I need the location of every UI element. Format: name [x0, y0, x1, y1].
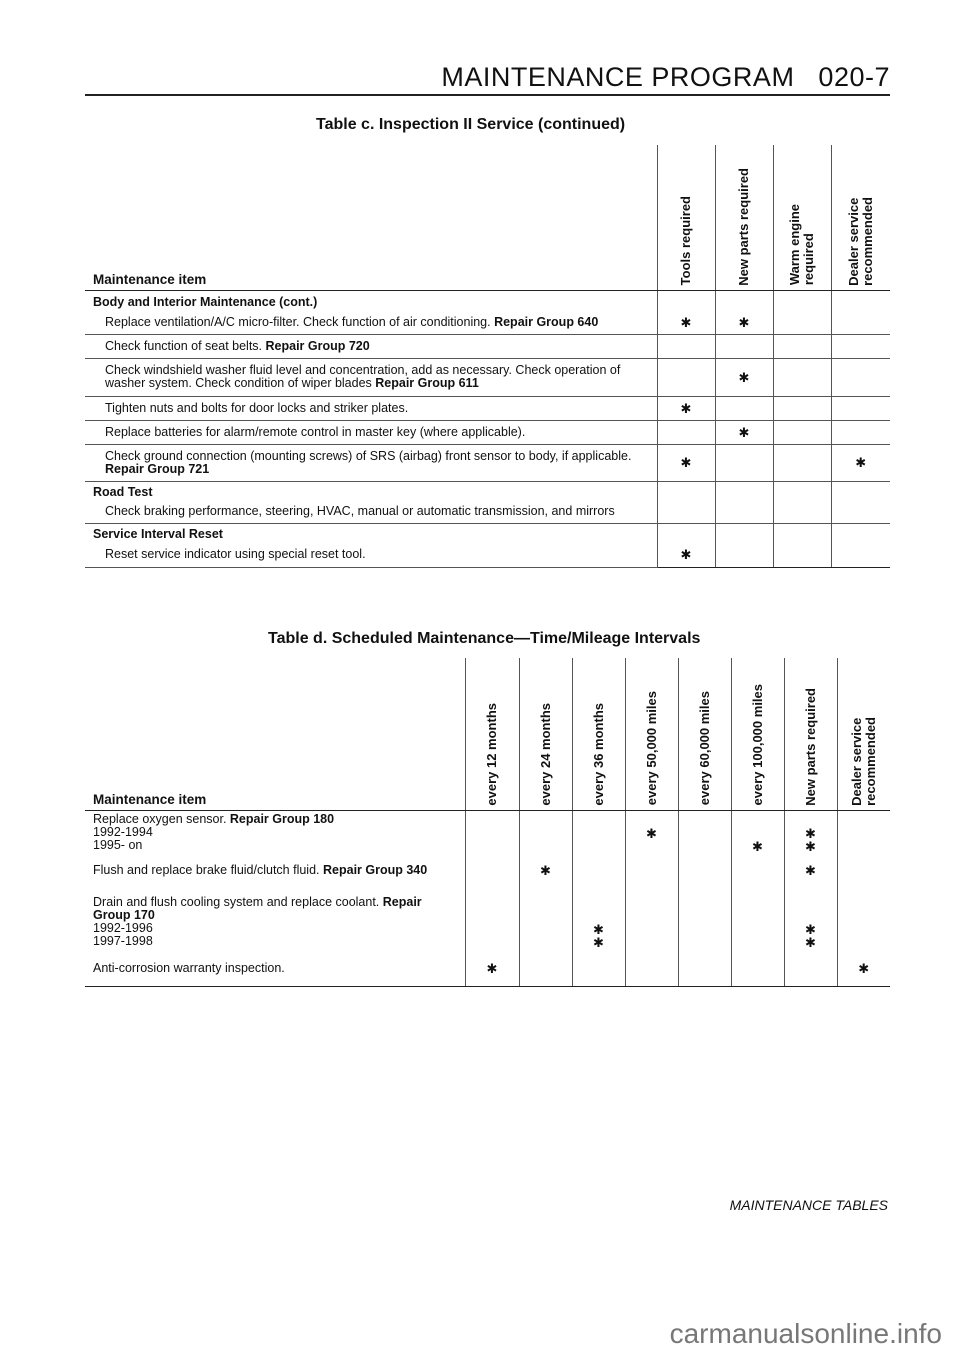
mark-tools: ✱	[657, 543, 715, 567]
col-label: every 50,000 miles	[643, 691, 659, 806]
table-row	[85, 543, 890, 567]
table-d	[85, 658, 890, 987]
mark-24-months: ✱	[519, 862, 572, 888]
col-label: every 60,000 miles	[696, 691, 712, 806]
section-row	[85, 481, 890, 501]
item-text: Replace batteries for alarm/remote control in master key (where applicable).	[85, 420, 657, 444]
table-d-col-60k-miles	[678, 658, 731, 810]
table-c	[85, 145, 890, 568]
table-c-col-dealer	[831, 145, 890, 290]
item-text: Replace oxygen sensor. Repair Group 180 1992-1994 1995- on	[93, 811, 335, 852]
mark-tools: ✱	[657, 396, 715, 420]
table-row	[85, 312, 890, 334]
table-d-col-36-months	[572, 658, 625, 810]
table-row	[85, 334, 890, 358]
section-row	[85, 523, 890, 543]
table-row	[85, 420, 890, 444]
col-label: every 36 months	[590, 702, 606, 806]
col-label: Warm engine required	[787, 204, 816, 286]
table-c-title: Table c. Inspection II Service (continued)	[316, 116, 626, 133]
col-label: every 12 months	[484, 702, 499, 806]
table-d-col-50k-miles	[625, 658, 678, 810]
mark-dealer: ✱	[837, 952, 890, 986]
table-row	[85, 810, 890, 862]
item-text: Tighten nuts and bolts for door locks and striker plates.	[85, 396, 657, 420]
table-row	[85, 501, 890, 523]
table-c-col-warm-engine	[773, 145, 831, 290]
footer-section-label: MAINTENANCE TABLES	[729, 1197, 888, 1213]
mark-new-parts: ✱	[784, 862, 837, 888]
watermark: carmanualsonline.info	[669, 1318, 942, 1349]
item-text: Replace ventilation/A/C micro-filter. Check function of air conditioning. Repair Group 640	[85, 312, 657, 334]
mark-50k-miles: ✱	[625, 810, 678, 862]
col-label: Dealer service recommended	[848, 716, 878, 806]
item-text: Anti-corrosion warranty inspection.	[85, 952, 465, 986]
item-text: Check braking performance, steering, HVAC, manual or automatic transmission, and mirrors	[85, 501, 657, 523]
table-d-col-new-parts	[784, 658, 837, 810]
item-text: Check ground connection (mounting screws) of SRS (airbag) front sensor to body, if applicable. Repair Group 721	[85, 444, 657, 481]
table-row	[85, 358, 890, 396]
mark-36-months: ✱ ✱	[572, 888, 625, 952]
col-label: Tools required	[678, 196, 693, 286]
mark-12-months: ✱	[465, 952, 519, 986]
page-title: MAINTENANCE PROGRAM 020-7	[441, 62, 890, 92]
table-c-header-row	[85, 145, 890, 290]
col-label: every 100,000 miles	[749, 684, 765, 806]
table-c-item-header: Maintenance item	[85, 145, 657, 290]
mark-new-parts: ✱	[715, 420, 773, 444]
item-text: Check windshield washer fluid level and concentration, add as necessary. Check operation of washer system. Check condition of wiper blades Repair Group 611	[85, 358, 657, 396]
table-c-col-tools	[657, 145, 715, 290]
mark-new-parts: ✱	[715, 312, 773, 334]
item-text: Reset service indicator using special reset tool.	[85, 543, 657, 567]
mark-new-parts: ✱ ✱	[784, 888, 837, 952]
table-row	[85, 396, 890, 420]
table-d-col-12-months	[465, 658, 519, 810]
mark-tools: ✱	[657, 312, 715, 334]
section-title: Body and Interior Maintenance (cont.)	[93, 295, 318, 310]
table-row	[85, 444, 890, 481]
table-d-col-24-months	[519, 658, 572, 810]
section-title: Road Test	[93, 485, 153, 500]
mark-tools: ✱	[657, 444, 715, 481]
table-d-header-row	[85, 658, 890, 810]
col-label: every 24 months	[537, 702, 553, 806]
table-d-title: Table d. Scheduled Maintenance—Time/Mileage Intervals	[268, 630, 701, 647]
mark-new-parts: ✱ ✱	[784, 810, 837, 862]
table-row	[85, 952, 890, 986]
table-row	[85, 888, 890, 952]
mark-100k-miles: ✱	[731, 810, 784, 862]
item-text: Drain and flush cooling system and replace coolant. Repair Group 170 1992-1996 1997-1998	[93, 895, 422, 948]
mark-new-parts: ✱	[715, 358, 773, 396]
col-label: New parts required	[736, 167, 751, 286]
col-label: Dealer service recommended	[845, 196, 875, 286]
page-header	[85, 60, 890, 96]
table-c-col-new-parts	[715, 145, 773, 290]
col-label: New parts required	[802, 687, 818, 806]
table-d-col-100k-miles	[731, 658, 784, 810]
table-d-col-dealer	[837, 658, 890, 810]
table-d-item-header: Maintenance item	[85, 658, 465, 810]
item-text: Flush and replace brake fluid/clutch fluid. Repair Group 340	[93, 863, 428, 877]
mark-dealer: ✱	[831, 444, 890, 481]
section-title: Service Interval Reset	[93, 527, 223, 542]
item-text: Check function of seat belts. Repair Group 720	[85, 334, 657, 358]
section-row	[85, 290, 890, 312]
table-row	[85, 862, 890, 888]
